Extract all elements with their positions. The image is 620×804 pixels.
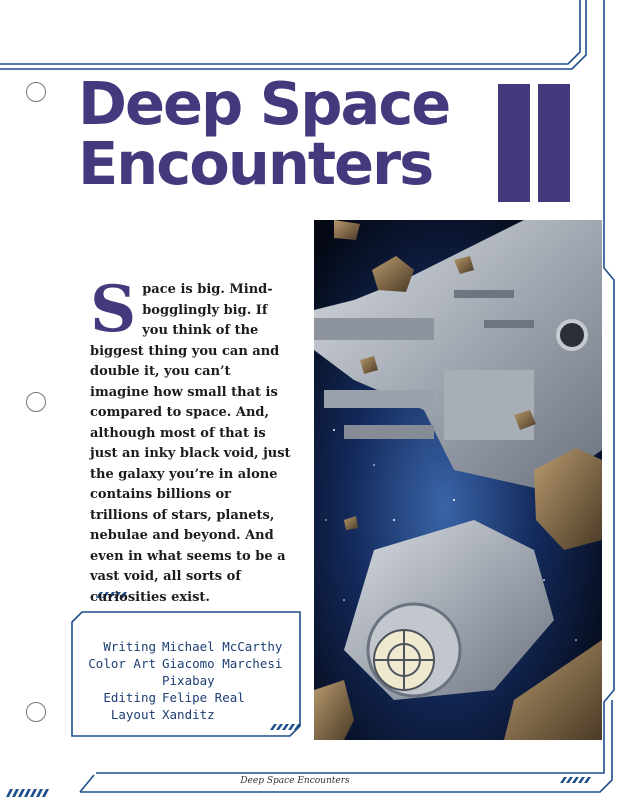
binder-hole-bottom <box>26 702 46 722</box>
volume-numeral <box>490 84 574 202</box>
credit-role: Color Art <box>88 656 156 671</box>
credit-name: Felipe Real <box>162 690 245 705</box>
binder-hole-middle <box>26 392 46 412</box>
credit-role <box>80 672 162 689</box>
credit-row <box>80 706 298 723</box>
credit-row <box>80 638 298 655</box>
spaceship-illustration <box>314 220 602 740</box>
page-title <box>78 69 498 198</box>
intro-paragraph <box>90 272 292 608</box>
footer-title: Deep Space Encounters <box>240 776 350 786</box>
drop-cap: S <box>90 272 137 347</box>
credit-name: Pixabay <box>162 673 215 688</box>
credit-row <box>80 689 298 706</box>
title-line-2: Encounters <box>78 129 433 198</box>
credit-name: Xanditz <box>162 707 215 722</box>
binder-hole-top <box>26 82 46 102</box>
credits-block <box>80 638 298 723</box>
credit-row <box>80 672 298 689</box>
credit-role: Writing <box>103 639 156 654</box>
credit-name: Michael McCarthy <box>162 639 283 654</box>
credit-row <box>80 655 298 672</box>
credit-role: Editing <box>103 690 156 705</box>
credit-role: Layout <box>110 707 156 722</box>
credit-name: Giacomo Marchesi <box>162 656 283 671</box>
intro-text: pace is big. Mind-bogglingly big. If you think of the biggest thing you can and double it, you can’t imagine how small that is compared to space. And, although most of that is just an inky black void, just the galaxy you’re in alone contains billions or trillions of stars, planets, nebulae and beyond. And even in what seems to be a vast void, all sorts of curiosities exist. <box>90 282 291 605</box>
title-line-1: Deep Space <box>78 69 450 138</box>
